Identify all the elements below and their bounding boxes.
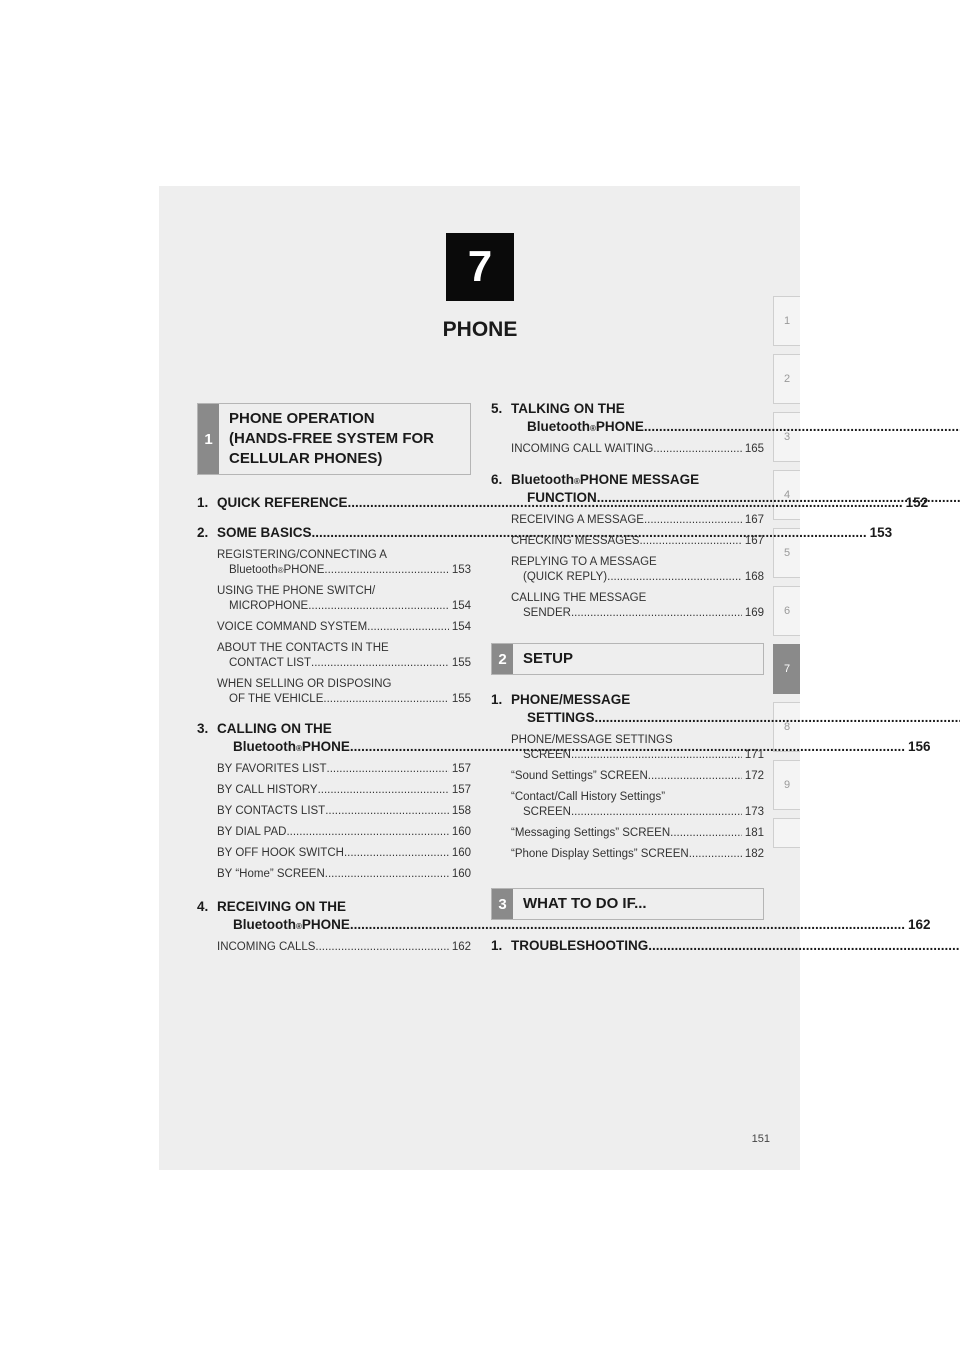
chapter-tab-6[interactable]: 6 — [773, 586, 800, 636]
section-header-1 — [197, 403, 471, 475]
toc-subentry[interactable]: BY OFF HOOK SWITCH ..... 160 — [217, 846, 471, 861]
chapter-tab-7[interactable]: 7 — [773, 644, 800, 694]
chapter-tabs — [773, 296, 800, 856]
toc-subentry[interactable]: BY CALL HISTORY ..... 157 — [217, 783, 471, 798]
toc-subentry[interactable]: REPLYING TO A MESSAGE (QUICK REPLY) ..... 168 — [511, 555, 764, 585]
toc-subentry[interactable]: INCOMING CALL WAITING ..... 165 — [511, 442, 764, 457]
toc-right-column — [491, 400, 764, 955]
toc-subentry[interactable]: “Phone Display Settings” SCREEN ..... 182 — [511, 847, 764, 862]
toc-subentry[interactable]: ABOUT THE CONTACTS IN THE CONTACT LIST ..... 155 — [217, 641, 471, 671]
toc-subentry[interactable]: “Messaging Settings” SCREEN ..... 181 — [511, 826, 764, 841]
chapter-tab-4[interactable]: 4 — [773, 470, 800, 520]
toc-subentry[interactable]: REGISTERING/CONNECTING A Bluetooth ® PHONE ..... 153 — [217, 548, 471, 578]
chapter-tab-blank — [773, 818, 800, 848]
section-header-2 — [491, 643, 764, 675]
toc-subentry[interactable]: BY CONTACTS LIST ..... 158 — [217, 804, 471, 819]
chapter-tab-1[interactable]: 1 — [773, 296, 800, 346]
chapter-title: PHONE — [442, 318, 518, 341]
chapter-number: 7 — [467, 242, 493, 291]
chapter-tab-8[interactable]: 8 — [773, 702, 800, 752]
toc-subentry[interactable]: RECEIVING A MESSAGE ..... 167 — [511, 513, 764, 528]
section-title: SETUP — [523, 650, 574, 667]
chapter-tab-5[interactable]: 5 — [773, 528, 800, 578]
toc-entry-talking[interactable]: 5. TALKING ON THE Bluetooth ® PHONE ..... — [491, 400, 764, 436]
toc-entry-message-function[interactable]: 6. Bluetooth ® PHONE MESSAGE FUNCTION ..... — [491, 471, 764, 507]
toc-subentry[interactable]: INCOMING CALLS ..... 162 — [217, 940, 471, 955]
toc-subentry[interactable]: WHEN SELLING OR DISPOSING OF THE VEHICLE ..... 155 — [217, 677, 471, 707]
toc-subentry[interactable]: CALLING THE MESSAGE SENDER ..... 169 — [511, 591, 764, 621]
toc-subentry[interactable]: BY “Home” SCREEN ..... 160 — [217, 867, 471, 882]
chapter-number-box — [446, 233, 514, 301]
page-number: 151 — [751, 1133, 770, 1145]
section-number: 3 — [492, 889, 513, 919]
chapter-tab-3[interactable]: 3 — [773, 412, 800, 462]
toc-subentry[interactable]: VOICE COMMAND SYSTEM ..... 154 — [217, 620, 471, 635]
toc-entry-quick-reference[interactable]: 1. QUICK REFERENCE ..... 152 — [197, 494, 471, 512]
toc-subentry[interactable]: “Contact/Call History Settings” SCREEN ..... 173 — [511, 790, 764, 820]
toc-entry-troubleshooting[interactable]: 1. TROUBLESHOOTING ..... — [491, 937, 764, 955]
toc-subentry[interactable]: PHONE/MESSAGE SETTINGS SCREEN ..... 171 — [511, 733, 764, 763]
section-title: PHONE OPERATION (HANDS-FREE SYSTEM FOR CELLULAR PHONES) — [229, 410, 435, 467]
toc-entry-calling[interactable]: 3. CALLING ON THE Bluetooth ® PHONE ..... 156 — [197, 720, 471, 756]
toc-subentry[interactable]: USING THE PHONE SWITCH/ MICROPHONE ..... 154 — [217, 584, 471, 614]
toc-entry-receiving[interactable]: 4. RECEIVING ON THE Bluetooth ® PHONE ..... 162 — [197, 898, 471, 934]
chapter-tab-2[interactable]: 2 — [773, 354, 800, 404]
toc-subentry[interactable]: CHECKING MESSAGES ..... 167 — [511, 534, 764, 549]
toc-entry-some-basics[interactable]: 2. SOME BASICS ..... 153 — [197, 524, 471, 542]
section-title: WHAT TO DO IF... — [523, 895, 647, 912]
toc-subentry[interactable]: BY FAVORITES LIST ..... 157 — [217, 762, 471, 777]
section-header-3 — [491, 888, 764, 920]
toc-subentry[interactable]: BY DIAL PAD ..... 160 — [217, 825, 471, 840]
section-number: 1 — [198, 404, 219, 474]
toc-entry-phone-message-settings[interactable]: 1. PHONE/MESSAGE SETTINGS ..... — [491, 691, 764, 727]
section-number: 2 — [492, 644, 513, 674]
chapter-tab-9[interactable]: 9 — [773, 760, 800, 810]
toc-subentry[interactable]: “Sound Settings” SCREEN ..... 172 — [511, 769, 764, 784]
